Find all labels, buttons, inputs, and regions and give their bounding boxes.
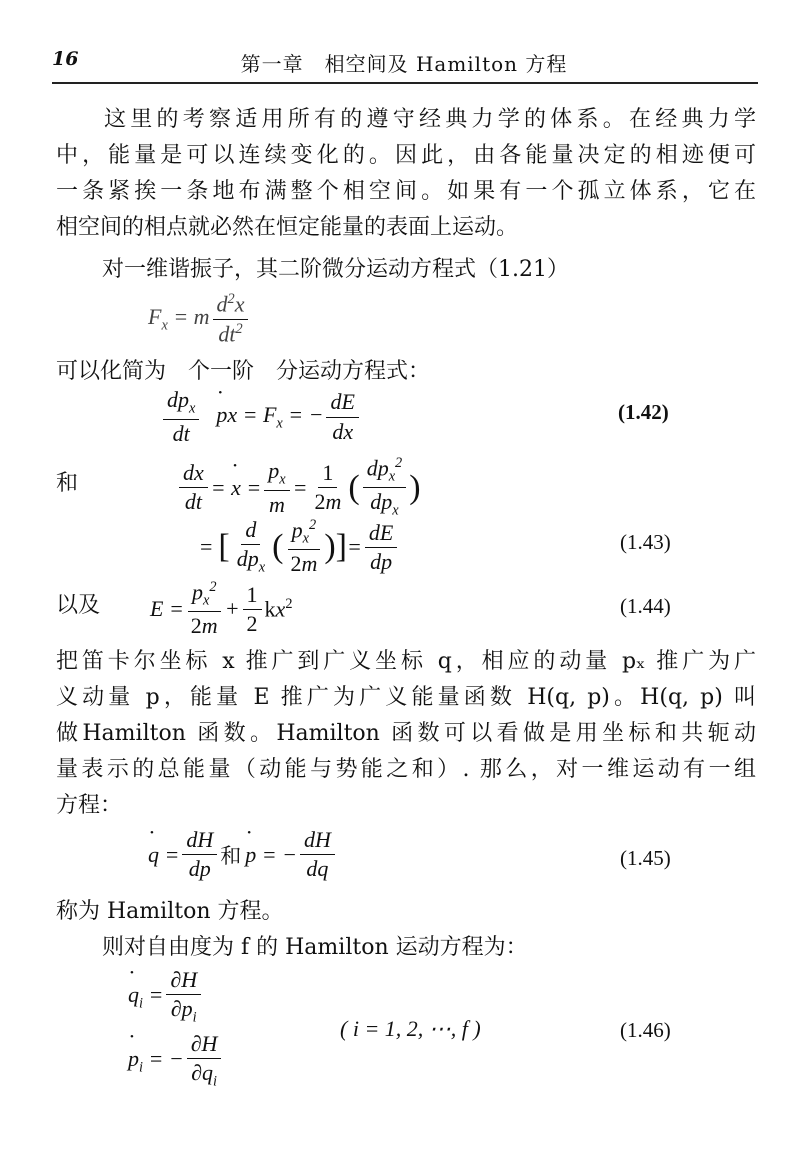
paragraph-6: 则对自由度为 f 的 Hamilton 运动方程为： (102, 935, 528, 960)
equation-number-1-43: (1.43) (620, 530, 671, 554)
equation-1-45-connector: 和 (220, 843, 242, 868)
running-head: 第一章 相空间及 Hamilton 方程 (240, 52, 568, 76)
equation-number-1-46: (1.46) (620, 1018, 671, 1042)
paragraph-1-line-1: 这里的考察适用所有的遵守经典力学的体系。在经典力学 (104, 107, 756, 132)
equation-1-44: E = $\frac{p_x^2}{2m}$ + $\frac{1}{2}$ $kx^2$ (150, 579, 293, 639)
paragraph-1-line-3: 一条紧挨一条地布满整个相空间。如果有一个孤立体系，它在 (56, 179, 756, 204)
equation-1-42: $\frac{dp_x}{dt}$ • px = $F_x$ = − $\frac{dE}{dx}$ (160, 388, 362, 446)
equation-1-45: • q = $\frac{dH}{dp}$ 和 • p = − $\frac{dH}{dq}$ (148, 828, 338, 881)
equation-number-1-45: (1.45) (620, 846, 671, 870)
as-well-label: 以及 (56, 593, 101, 618)
equation-1-43-line-1: $\frac{dx}{dt}$ = • x = $\frac{p_x}{m}$ = $\frac{1}{2m}$ ( $\frac{dp_x^2}{dp_x}$ ) (176, 456, 421, 520)
page-number: 16 (52, 48, 79, 70)
equation-1-46-p: • $p_i$ = − $\frac{\partial H}{\partial q_i}$ (128, 1032, 224, 1090)
equation-number-1-44: (1.44) (620, 594, 671, 618)
paragraph-1-line-4: 相空间的相点就必然在恒定能量的表面上运动。 (56, 215, 519, 240)
paragraph-1-line-2: 中，能量是可以连续变化的。因此，由各能量决定的相迹便可 (56, 143, 756, 168)
paragraph-4-line-5: 方程： (56, 793, 123, 818)
equation-1-46-range: ( i = 1, 2, ⋯, f ) (340, 1016, 481, 1041)
paragraph-5: 称为 Hamilton 方程。 (56, 899, 284, 924)
equation-1-43-line-2: = [ $\frac{d}{dp_x}$ ( $\frac{p_x^2}{2m}$ ) ] = $\frac{dE}{dp}$ (200, 518, 400, 577)
paragraph-4-line-1: 把笛卡尔坐标 x 推广到广义坐标 q，相应的动量 pₓ 推广为广 (56, 649, 756, 674)
paragraph-2-intro: 对一维谐振子，其二阶微分运动方程式（1.21） (102, 257, 569, 282)
and-label: 和 (56, 471, 79, 496)
equation-newton: $F_x = m$ $\frac{d^2x}{dt^2}$ (148, 292, 251, 346)
paragraph-4-line-4: 量表示的总能量（动能与势能之和）. 那么，对一维运动有一组 (56, 757, 756, 782)
header-rule (52, 82, 758, 84)
paragraph-4-line-2: 义动量 p，能量 E 推广为广义能量函数 H(q, p)。H(q, p) 叫 (56, 685, 756, 710)
paragraph-4-line-3: 做Hamilton 函数。Hamilton 函数可以看做是用坐标和共轭动 (56, 721, 756, 746)
equation-number-1-42: (1.42) (618, 400, 669, 424)
equation-1-46-q: • $q_i$ = $\frac{\partial H}{\partial p_i}$ (128, 968, 204, 1026)
paragraph-3-intro: 可以化简为 个一阶 分运动方程式： (56, 359, 431, 384)
